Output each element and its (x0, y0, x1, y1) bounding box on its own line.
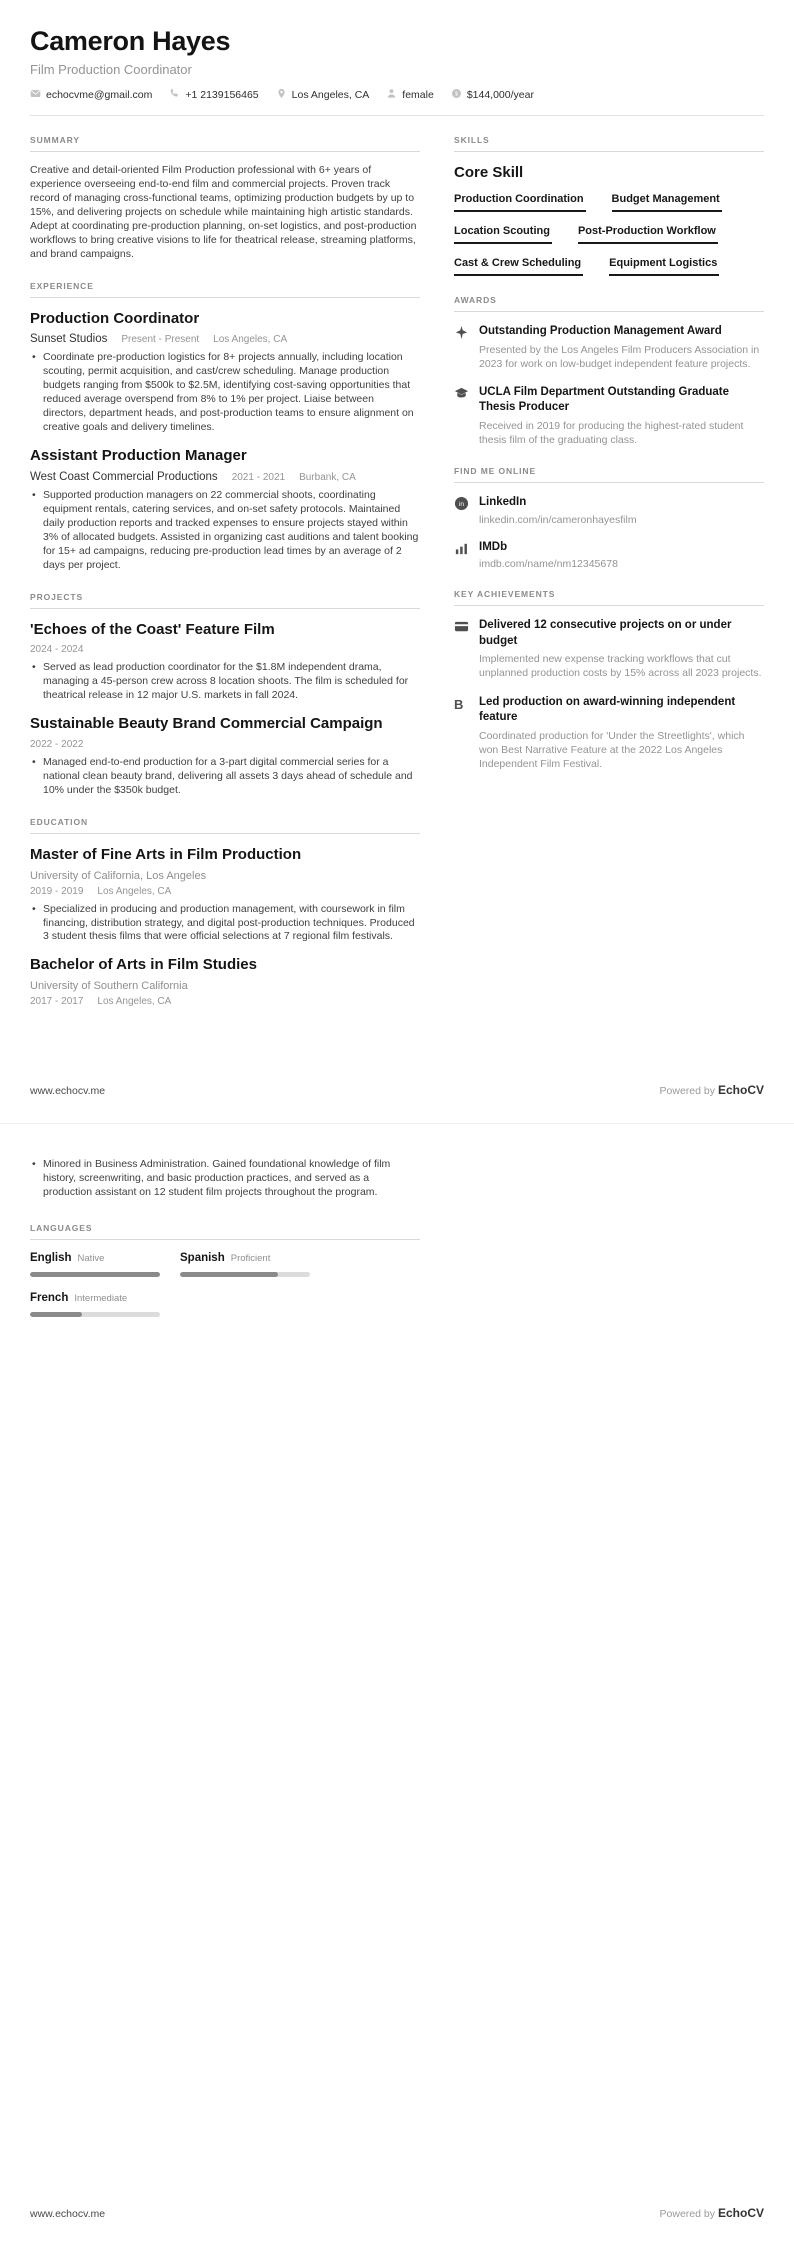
section-label-online: FIND ME ONLINE (454, 466, 764, 483)
education-location: Los Angeles, CA (97, 996, 172, 1008)
right-column (454, 1158, 764, 1317)
contact-location (276, 88, 370, 102)
section-label-summary: SUMMARY (30, 135, 420, 152)
company-name: West Coast Commercial Productions (30, 470, 218, 483)
page-footer (30, 1083, 764, 1097)
resume-header (30, 26, 764, 116)
location-pin-icon (276, 88, 287, 102)
language-item (180, 1252, 320, 1277)
award-title: Outstanding Production Management Award (479, 325, 722, 337)
section-label-languages: LANGUAGES (30, 1223, 420, 1240)
salary-icon (451, 88, 462, 102)
degree-title: Bachelor of Arts in Film Studies (30, 956, 257, 974)
language-progress-bar (30, 1272, 160, 1277)
achievement-desc: Coordinated production for 'Under the Streetlights', which won Best Narrative Feature at the 2022 Los Angeles Independent Film Festival. (479, 729, 745, 771)
language-progress-bar (180, 1272, 310, 1277)
experience-entry (30, 447, 420, 572)
online-title: IMDb (479, 540, 508, 553)
section-label-skills: SKILLS (454, 135, 764, 152)
education-location: Los Angeles, CA (97, 885, 172, 897)
project-dates: 2024 - 2024 (30, 644, 84, 656)
brand-echocv-link[interactable]: EchoCV (717, 2206, 764, 2220)
education-entry (30, 846, 420, 945)
job-title-heading: Production Coordinator (30, 309, 200, 327)
online-url[interactable]: linkedin.com/in/cameronhayesfilm (479, 513, 637, 526)
skill-tag: Post-Production Workflow (578, 225, 718, 244)
job-meta (30, 333, 420, 345)
summary-text: Creative and detail-oriented Film Production professional with 6+ years of experience overseeing end-to-end film and commercial projects. Proven track record of managing cross-functional teams, optimizing production budgets by up to 15%, and delivering projects on schedule while maintaining high artistic standards. Adept at coordinating pre-production planning, on-set logistics, and post-production workflows to bring creative visions to life for theatrical release, streaming platforms, and brand campaigns. (30, 164, 417, 260)
section-projects (30, 592, 420, 798)
project-entry (30, 715, 420, 798)
contact-email (30, 88, 152, 102)
contact-salary-text: $144,000/year (466, 89, 534, 101)
degree-title: Master of Fine Arts in Film Production (30, 845, 302, 863)
achievement-title: Delivered 12 consecutive projects on or under budget (479, 619, 732, 647)
project-bullets (30, 661, 420, 703)
powered-by-prefix: Powered by (659, 2208, 715, 2220)
candidate-name: Cameron Hayes (30, 26, 231, 56)
contact-gender-text: female (402, 89, 434, 101)
online-item-linkedin[interactable] (454, 495, 764, 526)
languages-grid (30, 1252, 420, 1317)
contact-gender (386, 88, 434, 102)
project-dates: 2022 - 2022 (30, 738, 84, 750)
project-meta (30, 739, 420, 750)
section-education (30, 817, 420, 1007)
school-name: University of California, Los Angeles (30, 869, 207, 882)
language-name: Spanish (180, 1251, 225, 1264)
section-awards (454, 295, 764, 447)
footer-site-link[interactable]: www.echocv.me (30, 2208, 106, 2220)
job-dates: 2021 - 2021 (231, 471, 286, 483)
project-title: 'Echoes of the Coast' Feature Film (30, 620, 275, 638)
project-title: Sustainable Beauty Brand Commercial Campaign (30, 715, 383, 733)
education-meta (30, 996, 420, 1007)
job-bullets (30, 489, 420, 573)
bullet-item: • Managed end-to-end production for a 3-part digital commercial series for a national clean beauty brand, delivering all assets 3 days ahead of schedule and 10% under the $350k budget. (30, 756, 420, 798)
language-name: English (30, 1251, 72, 1264)
bar-chart-icon (454, 541, 470, 571)
phone-icon (169, 88, 180, 102)
job-dates: Present - Present (121, 334, 200, 346)
award-item (454, 324, 764, 371)
section-label-projects: PROJECTS (30, 592, 420, 609)
candidate-title: Film Production Coordinator (30, 62, 192, 77)
section-label-education: EDUCATION (30, 817, 420, 834)
section-languages (30, 1223, 420, 1317)
powered-by-prefix: Powered by (659, 1085, 715, 1097)
job-meta (30, 471, 420, 483)
section-experience (30, 281, 420, 573)
company-name: Sunset Studios (30, 333, 108, 346)
email-icon (30, 88, 41, 102)
person-icon (386, 88, 397, 102)
bullet-item: • Minored in Business Administration. Gained foundational knowledge of film history, screenwriting, and basic production practices, and served as a production assistant on 12 student film projects throughout the program. (30, 1158, 420, 1200)
language-progress-bar (30, 1312, 160, 1317)
job-bullets (30, 351, 420, 435)
contact-phone-text: +1 2139156465 (185, 89, 259, 101)
language-level: Intermediate (74, 1292, 128, 1304)
online-url[interactable]: imdb.com/name/nm12345678 (479, 558, 618, 571)
linkedin-icon (454, 496, 470, 526)
contact-salary (451, 88, 534, 102)
project-bullets (30, 756, 420, 798)
achievement-title: Led production on award-winning independent feature (479, 695, 736, 724)
letter-b-icon: B (454, 696, 464, 712)
contact-row (30, 88, 764, 116)
experience-entry (30, 310, 420, 435)
education-dates: 2017 - 2017 (30, 996, 84, 1008)
bullet-item: • Served as lead production coordinator for the $1.8M independent drama, managing a 45-person crew across 8 location shoots. The film is scheduled for theatrical release in 12 major U.S. markets in fall 2024. (30, 661, 420, 703)
contact-email-text: echocvme@gmail.com (46, 89, 153, 101)
language-progress-fill (30, 1272, 160, 1277)
brand-echocv-link[interactable]: EchoCV (717, 1083, 764, 1097)
svg-text:in: in (458, 501, 465, 509)
page-footer (30, 2206, 764, 2220)
education-entry (30, 956, 420, 1007)
award-desc: Presented by the Los Angeles Film Producers Association in 2023 for work on low-budget independent feature projects. (479, 343, 760, 370)
skill-tag: Cast & Crew Scheduling (454, 257, 583, 276)
school-name: University of Southern California (30, 980, 188, 993)
language-progress-fill (180, 1272, 278, 1277)
language-item (30, 1292, 170, 1317)
skill-tag: Equipment Logistics (609, 257, 719, 276)
language-level: Proficient (230, 1252, 271, 1264)
achievement-item (454, 695, 764, 772)
award-desc: Received in 2019 for producing the highest-rated student thesis film of the graduating class. (479, 419, 744, 447)
achievement-item (454, 618, 764, 680)
contact-phone (169, 88, 258, 102)
job-location: Burbank, CA (299, 471, 356, 483)
section-find-me-online (454, 466, 764, 570)
project-entry (30, 621, 420, 704)
language-name: French (30, 1291, 69, 1304)
language-item (30, 1252, 170, 1277)
award-sparkle-icon (454, 325, 470, 371)
resume-page-2 (0, 1123, 794, 2246)
section-skills (454, 135, 764, 276)
skills-list (454, 193, 764, 276)
contact-location-text: Los Angeles, CA (291, 89, 370, 101)
graduation-cap-icon (454, 386, 470, 447)
education-bullets-continued (30, 1158, 420, 1200)
award-item (454, 385, 764, 447)
section-label-achievements: KEY ACHIEVEMENTS (454, 589, 764, 606)
section-label-experience: EXPERIENCE (30, 281, 420, 298)
education-bullets (30, 903, 420, 945)
footer-site-link[interactable]: www.echocv.me (30, 1085, 106, 1097)
skill-tag: Location Scouting (454, 225, 552, 244)
award-title: UCLA Film Department Outstanding Graduate Thesis Producer (479, 385, 730, 414)
skill-tag: Budget Management (612, 193, 722, 212)
skill-tag: Production Coordination (454, 193, 586, 212)
language-progress-fill (30, 1312, 82, 1317)
left-column (30, 116, 420, 1019)
powered-by (660, 2206, 764, 2220)
education-meta (30, 886, 420, 897)
section-key-achievements (454, 589, 764, 771)
powered-by (660, 1083, 764, 1097)
section-label-awards: AWARDS (454, 295, 764, 312)
skills-group-title: Core Skill (454, 164, 524, 181)
language-level: Native (77, 1252, 105, 1264)
bullet-item: • Supported production managers on 22 commercial shoots, coordinating equipment rentals, catering services, and on-set safety protocols. Maintained daily production reports and tracked expenses to ensure projects stayed within 3% of allocated budgets. Assisted in organizing cast auditions and talent booking for 15+ ad campaigns, reducing pre-production lead times by an average of 2 days per project. (30, 489, 420, 573)
achievement-desc: Implemented new expense tracking workflows that cut unplanned production costs by 15% across all 2023 projects. (479, 653, 762, 680)
online-item-imdb[interactable] (454, 540, 764, 571)
right-column (454, 116, 764, 1019)
section-summary (30, 135, 420, 262)
job-title-heading: Assistant Production Manager (30, 447, 247, 465)
svg-text:$: $ (454, 91, 458, 98)
online-title: LinkedIn (479, 496, 527, 509)
education-dates: 2019 - 2019 (30, 885, 84, 897)
card-icon (454, 619, 470, 680)
left-column (30, 1158, 420, 1317)
project-meta (30, 644, 420, 655)
job-location: Los Angeles, CA (213, 334, 288, 346)
bullet-item: • Specialized in producing and production management, with coursework in film financing, distribution strategy, and digital post-production techniques. Produced 3 student thesis films that were official selections at 7 regional film festivals. (30, 903, 420, 945)
bullet-item: • Coordinate pre-production logistics for 8+ projects annually, including location scouting, permit acquisition, and cast/crew scheduling. Manage production budgets ranging from $500k to $2.5M, identifying cost-saving opportunities that reduced average overspend from 8% to 1% per project. Liaise between directors, department heads, and post-production teams to ensure alignment on creative goals and delivery timelines. (30, 351, 420, 435)
